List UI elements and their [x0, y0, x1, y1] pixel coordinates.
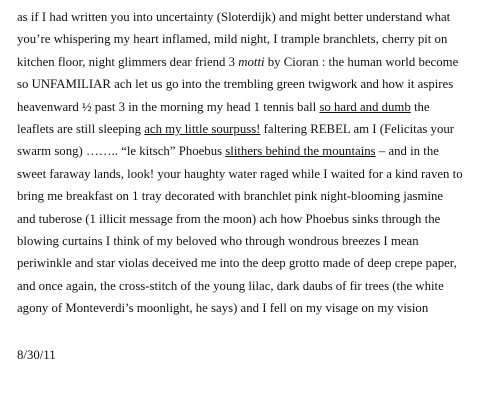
poem-line-1: as if I had written you into uncertainty (Sloterdijk) and might better understand what [17, 10, 451, 24]
poem-line-12: periwinkle and star violas deceived me into the deep grotto made of deep crepe paper, [17, 256, 457, 271]
poem-line-11: blowing curtains I think of my beloved who through wondrous breezes I mean [17, 233, 419, 248]
poem-line-9: bring me breakfast on 1 tray decorated with branchlet pink night-blooming jasmine [17, 189, 444, 204]
poem-line-6 [17, 118, 475, 140]
poem-line-7-end: – and in the [375, 144, 439, 159]
poem-line-3 [17, 51, 475, 73]
poem-line-2: you’re whispering my heart inflamed, mild night, I trample branchlets, cherry pit on [17, 32, 448, 47]
poem-line-6-end: faltering REBEL am I (Felicitas your [260, 121, 455, 136]
poem-line-5-end: the [410, 99, 430, 114]
poem-body [17, 6, 475, 319]
poem-line-10: and tuberose (1 illicit message from the moon) ach how Phoebus sinks through the [17, 211, 441, 226]
italic-motti: motti [238, 54, 265, 69]
poem-line-3-start: kitchen floor, night glimmers dear friend 3 [17, 54, 239, 69]
poem-line-5-start: heavenward ½ past 3 in the morning my head 1 tennis ball [17, 99, 320, 114]
poem-line-4: so UNFAMILIAR ach let us go into the trembling green twigwork and how it aspires [17, 77, 454, 92]
underlined-so-hard-and-dumb: so hard and dumb [319, 99, 411, 114]
poem-line-8: sweet faraway lands, look! your haughty water raged while I waited for a kind raven to [17, 166, 463, 181]
poem-line-14: agony of Monteverdi’s moonlight, he says) and I fell on my visage on my vision [17, 301, 429, 316]
poem-line-7-start: swarm song) …….. “le kitsch” Phoebus [17, 144, 226, 159]
poem-line-7 [17, 140, 475, 162]
poem-line-5 [17, 96, 475, 118]
underlined-little-sourpuss: ach my little sourpuss! [144, 121, 261, 136]
poem-line-3-end: by Cioran : the human world become [264, 54, 459, 69]
poem-line-13: and once again, the cross-stitch of the young lilac, dark daubs of fir trees (the white [17, 278, 444, 293]
underlined-slithers-behind-mountains: slithers behind the mountains [225, 144, 376, 159]
date-line: 8/30/11 [17, 348, 56, 362]
poem-line-6-start: leaflets are still sleeping [17, 121, 145, 136]
